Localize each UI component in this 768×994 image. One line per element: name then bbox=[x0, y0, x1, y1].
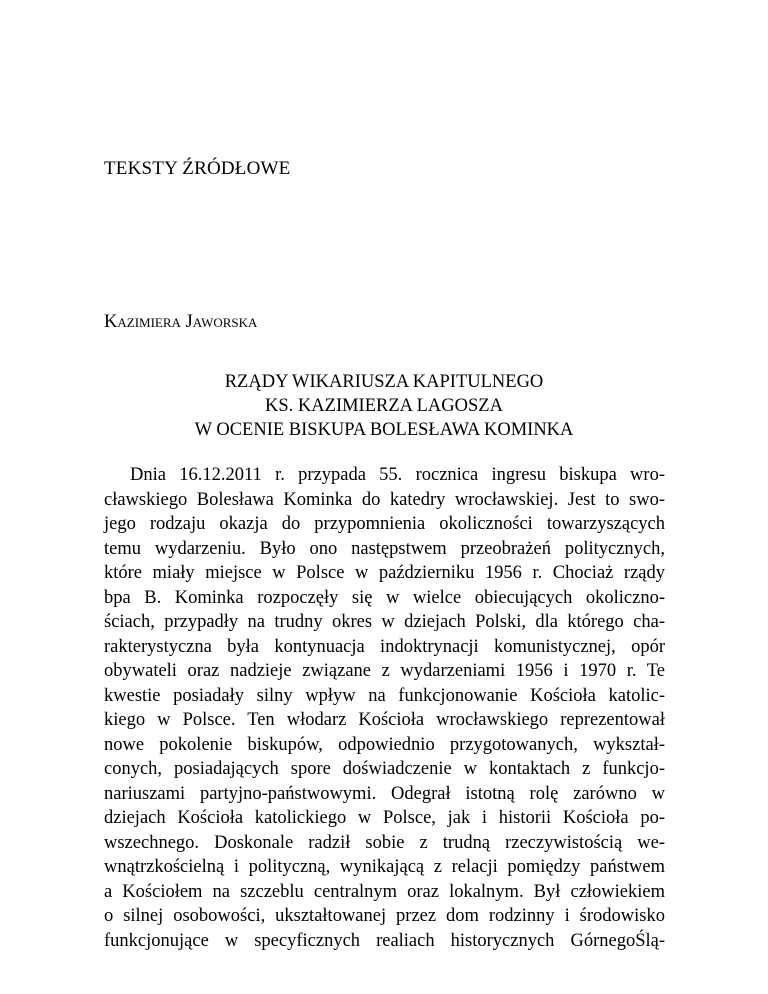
body-line: kwestie posiadały silny wpływ na funkcjonowanie Kościoła katolic- bbox=[104, 685, 665, 706]
body-line: jego rodzaju okazja do przypomnienia okoliczności towarzyszących bbox=[104, 514, 665, 534]
body-line: rakterystyczna była kontynuacja indoktrynacji komunistycznej, opór bbox=[104, 636, 665, 657]
body-line: temu wydarzeniu. Było ono następstwem przeobrażeń politycznych, bbox=[104, 538, 665, 559]
body-line: cławskiego Bolesława Kominka do katedry wrocławskiej. Jest to swo- bbox=[104, 489, 665, 510]
body-line: kiego w Polsce. Ten włodarz Kościoła wrocławskiego reprezentował bbox=[104, 710, 665, 730]
body-line: o silnej osobowości, ukształtowanej przez dom rodzinny i środowisko bbox=[104, 906, 665, 926]
title-line: RZĄDY WIKARIUSZA KAPITULNEGO bbox=[224, 372, 544, 392]
body-line: dziejach Kościoła katolickiego w Polsce, jak i historii Kościoła po- bbox=[104, 808, 665, 828]
body-line: funkcjonujące w specyficznych realiach historycznych GórnegoŚlą- bbox=[104, 930, 665, 951]
body-line: ściach, przypadły na trudny okres w dziejach Polski, dla którego cha- bbox=[104, 612, 665, 632]
body-paragraph bbox=[104, 463, 665, 953]
body-line: nowe pokolenie biskupów, odpowiednio przygotowanych, wykształ- bbox=[104, 734, 665, 755]
body-line: wnątrzkościelną i polityczną, wynikającą z relacji pomiędzy państwem bbox=[104, 857, 665, 877]
body-line: bpa B. Kominka rozpoczęły się w wielce obiecujących okoliczno- bbox=[104, 587, 665, 608]
body-line: conych, posiadających spore doświadczenie w kontaktach z funkcjo- bbox=[104, 759, 665, 779]
body-line: które miały miejsce w Polsce w październiku 1956 r. Chociaż rządy bbox=[104, 563, 665, 583]
section-heading: TEKSTY ŹRÓDŁOWE bbox=[104, 158, 291, 179]
body-line: wszechnego. Doskonale radził sobie z trudną rzeczywistością we- bbox=[104, 832, 665, 853]
title-line: W OCENIE BISKUPA BOLESŁAWA KOMINKA bbox=[194, 420, 574, 440]
body-line: nariuszami partyjno-państwowymi. Odegrał istotną rolę zarówno w bbox=[104, 783, 665, 804]
article-title bbox=[104, 370, 664, 442]
title-line: KS. KAZIMIERZA LAGOSZA bbox=[265, 396, 503, 416]
body-line: Dnia 16.12.2011 r. przypada 55. rocznica ingresu biskupa wro- bbox=[130, 465, 665, 485]
author-name: Kazimiera Jaworska bbox=[104, 312, 258, 332]
body-line: obywateli oraz nadzieje związane z wydarzeniami 1956 i 1970 r. Te bbox=[104, 661, 665, 681]
body-line: a Kościołem na szczeblu centralnym oraz lokalnym. Był człowiekiem bbox=[104, 881, 665, 902]
